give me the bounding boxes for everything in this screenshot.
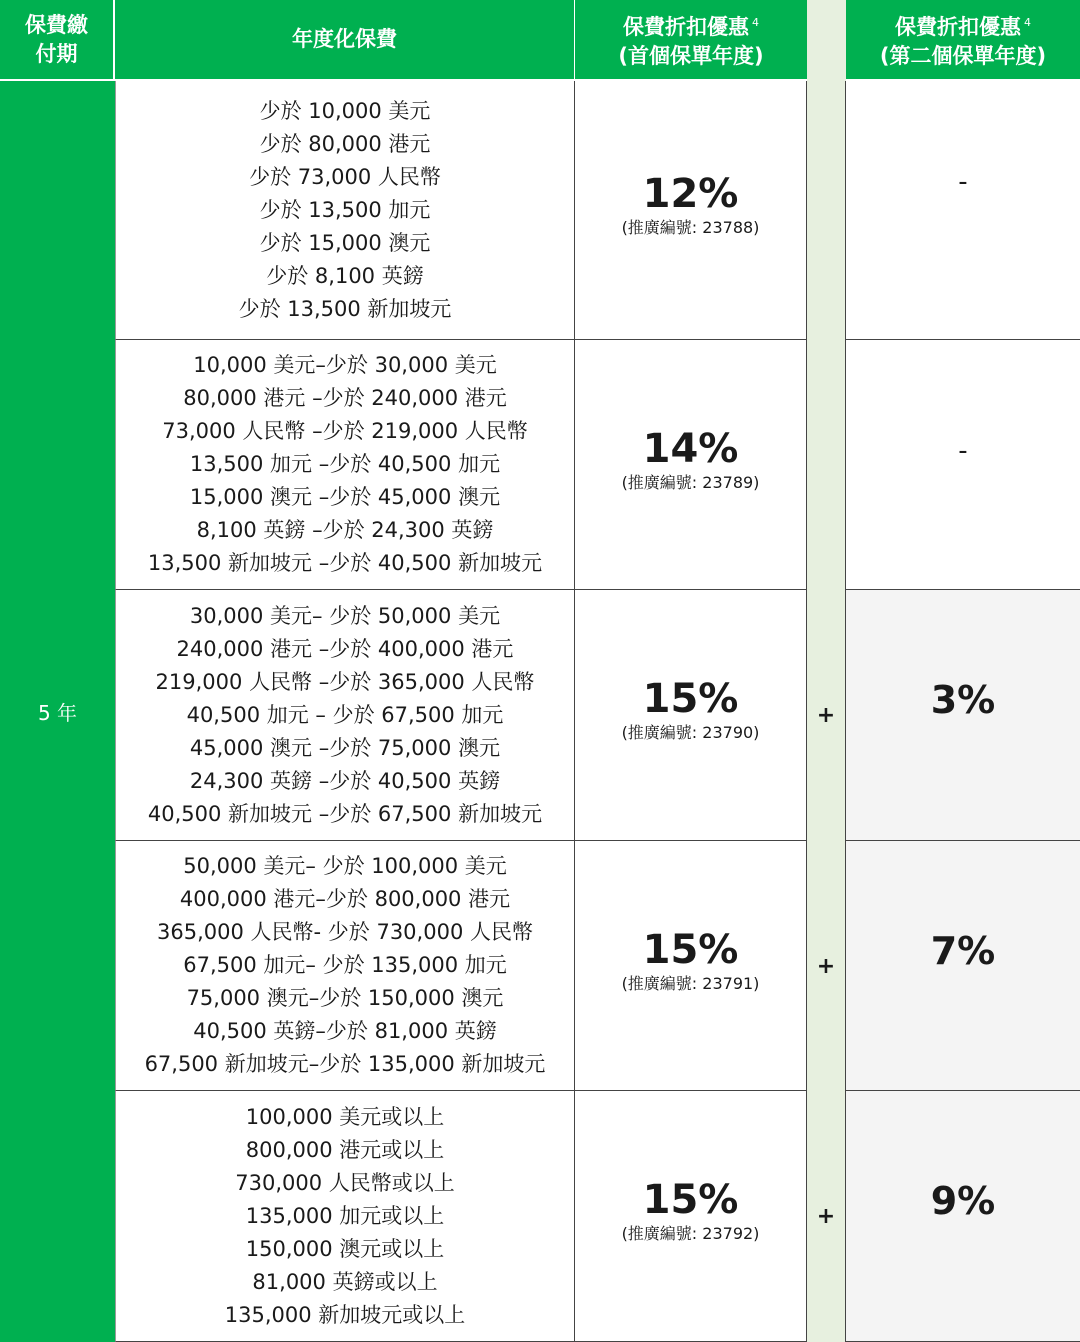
plus-cell (807, 340, 846, 590)
premium-line: 13,500 新加坡元 –少於 40,500 新加坡元 (147, 551, 543, 575)
header-discount-second-year (846, 0, 1080, 81)
premium-line: 150,000 澳元或以上 (245, 1236, 445, 1261)
premium-line: 135,000 加元或以上 (245, 1203, 445, 1228)
premium-line: 100,000 美元或以上 (245, 1104, 445, 1129)
promo-code: (推廣編號: 23792) (621, 1224, 760, 1243)
premium-line: 10,000 美元–少於 30,000 美元 (193, 353, 497, 377)
premium-line: 81,000 英鎊或以上 (252, 1269, 438, 1294)
second-year-discount-value: 3% (930, 678, 996, 722)
first-year-discount-value: 15% (642, 926, 739, 973)
second-year-discount (846, 1091, 1080, 1342)
promo-code: (推廣編號: 23789) (621, 472, 760, 492)
header-annual-premium (115, 0, 575, 81)
first-year-discount-value: 15% (642, 676, 739, 722)
promo-code: (推廣編號: 23791) (621, 973, 760, 993)
table-row-premium (115, 1091, 575, 1342)
premium-line: 13,500 加元 –少於 40,500 加元 (189, 452, 501, 476)
header-discount-first-year (575, 0, 807, 81)
premium-line: 40,500 英鎊–少於 81,000 英鎊 (193, 1019, 497, 1043)
footnote-marker: 4 (1024, 16, 1031, 29)
plus-cell (807, 590, 846, 841)
second-year-discount (846, 841, 1080, 1091)
premium-line: 少於 15,000 澳元 (259, 230, 431, 255)
premium-line: 73,000 人民幣 –少於 219,000 人民幣 (162, 419, 528, 443)
premium-line: 400,000 港元–少於 800,000 港元 (179, 887, 511, 911)
footnote-marker: 4 (752, 16, 759, 29)
second-year-discount-value: - (958, 436, 968, 466)
second-year-discount-value: 7% (930, 929, 996, 973)
first-year-discount-value: 15% (642, 1177, 739, 1223)
second-year-discount-value: 9% (930, 1179, 996, 1223)
premium-line: 730,000 人民幣或以上 (235, 1170, 455, 1195)
plus-sign: + (816, 1204, 836, 1229)
premium-line: 少於 13,500 加元 (259, 197, 431, 222)
promo-code: (推廣編號: 23788) (621, 218, 760, 237)
second-year-discount-value: - (958, 167, 968, 197)
plus-cell (807, 841, 846, 1091)
premium-line: 少於 73,000 人民幣 (249, 164, 441, 189)
premium-line: 少於 8,100 英鎊 (266, 263, 424, 288)
premium-line: 40,500 新加坡元 –少於 67,500 新加坡元 (147, 801, 543, 826)
premium-line: 365,000 人民幣- 少於 730,000 人民幣 (157, 920, 533, 944)
table-row-premium (115, 340, 575, 590)
header-term (0, 0, 115, 81)
plus-sign: + (816, 953, 836, 979)
first-year-discount-value: 12% (642, 171, 739, 217)
header-discount-second-label: 保費折扣優惠 (895, 15, 1021, 39)
premium-line: 45,000 澳元 –少於 75,000 澳元 (189, 735, 501, 760)
second-year-discount (846, 81, 1080, 340)
term-cell (0, 81, 115, 1342)
first-year-discount (575, 340, 807, 590)
premium-line: 少於 10,000 美元 (259, 98, 431, 123)
header-annual-premium-label: 年度化保費 (292, 27, 397, 51)
header-spacer (807, 0, 846, 81)
first-year-discount (575, 590, 807, 841)
term-value: 5 年 (37, 701, 78, 725)
premium-line: 67,500 新加坡元–少於 135,000 新加坡元 (144, 1052, 546, 1076)
first-year-discount (575, 81, 807, 340)
header-discount-first-label: 保費折扣優惠 (623, 15, 749, 39)
plus-cell (807, 81, 846, 340)
premium-line: 30,000 美元– 少於 50,000 美元 (189, 603, 501, 628)
first-year-discount-value: 14% (642, 425, 739, 472)
premium-line: 少於 13,500 新加坡元 (238, 296, 452, 321)
promo-code: (推廣編號: 23790) (621, 723, 760, 742)
header-term-label: 保費繳 付期 (25, 12, 88, 66)
first-year-discount (575, 841, 807, 1091)
premium-line: 240,000 港元 –少於 400,000 港元 (176, 636, 514, 661)
plus-cell (807, 1091, 846, 1342)
first-year-discount (575, 1091, 807, 1342)
second-year-discount (846, 590, 1080, 841)
premium-line: 24,300 英鎊 –少於 40,500 英鎊 (189, 768, 501, 793)
premium-line: 40,500 加元 – 少於 67,500 加元 (186, 702, 504, 727)
premium-line: 800,000 港元或以上 (245, 1137, 445, 1162)
premium-line: 8,100 英鎊 –少於 24,300 英鎊 (196, 518, 494, 542)
premium-line: 135,000 新加坡元或以上 (224, 1302, 466, 1327)
premium-line: 219,000 人民幣 –少於 365,000 人民幣 (155, 669, 535, 694)
premium-line: 67,500 加元– 少於 135,000 加元 (183, 953, 507, 977)
second-year-discount (846, 340, 1080, 590)
table-row-premium (115, 590, 575, 841)
premium-line: 75,000 澳元–少於 150,000 澳元 (186, 986, 504, 1010)
premium-line: 少於 80,000 港元 (259, 131, 431, 156)
premium-line: 50,000 美元– 少於 100,000 美元 (183, 854, 507, 878)
premium-line: 80,000 港元 –少於 240,000 港元 (183, 386, 507, 410)
plus-sign: + (816, 703, 836, 728)
table-row-premium (115, 81, 575, 340)
header-discount-first-sub: (首個保單年度) (618, 44, 764, 68)
premium-line: 15,000 澳元 –少於 45,000 澳元 (189, 485, 501, 509)
table-row-premium (115, 841, 575, 1091)
header-discount-second-sub: (第二個保單年度) (879, 44, 1047, 68)
